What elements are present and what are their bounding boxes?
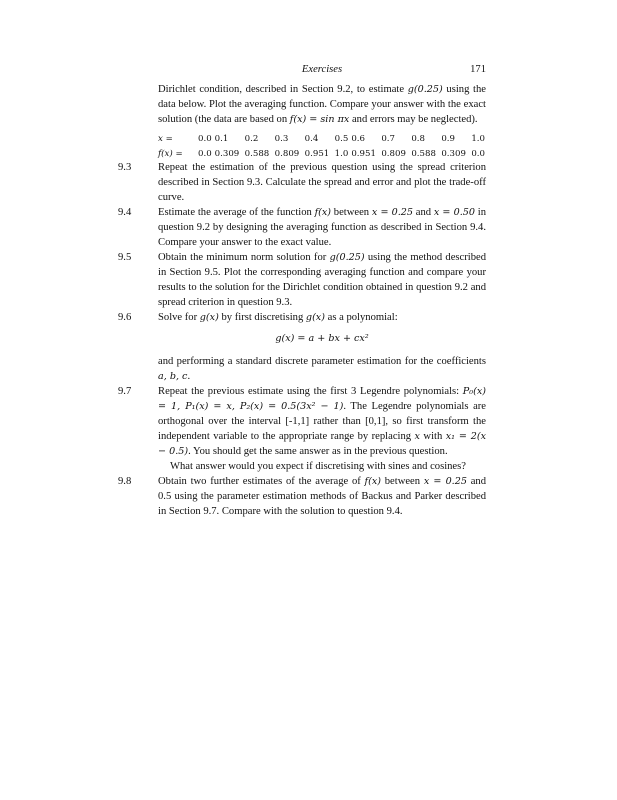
- fx-value: 0.809: [274, 149, 300, 159]
- problem-number: 9.4: [118, 207, 132, 218]
- x-value: 0.4: [304, 134, 319, 144]
- fx-value: 0.309: [214, 149, 240, 159]
- row-label-x: x =: [158, 134, 173, 144]
- problem-text-3: as a polynomial:: [324, 312, 398, 323]
- math-x-025: x = 0.25: [423, 476, 467, 487]
- problem-number: 9.6: [118, 312, 132, 323]
- problem-text-1: Repeat the estimation of the previous question using the spread criterion described in Section 9.3. Calculate the spread and error and plot the trade-off curve.: [158, 162, 486, 203]
- x-value: 0.8: [411, 134, 425, 144]
- math-fx: f(x): [314, 207, 332, 218]
- data-row-x: [158, 132, 488, 147]
- problem-text: [158, 205, 486, 250]
- problem-text-3: and: [413, 207, 434, 218]
- math-gx: g(x): [305, 312, 325, 323]
- row-label-fx: f(x) =: [158, 149, 183, 159]
- problem-text-1: Obtain two further estimates of the average of: [158, 476, 365, 487]
- problem-9-6: [118, 310, 486, 384]
- problem-text-1: Obtain the minimum norm solution for: [158, 252, 330, 263]
- intro-text-3: and errors may be neglected).: [349, 114, 478, 125]
- problem-text-2: by first discretising: [218, 312, 306, 323]
- question-9-2-continuation: [158, 82, 486, 127]
- problem-text-4: . You should get the same answer as in the previous question.: [188, 446, 448, 457]
- problem-number: 9.8: [118, 476, 132, 487]
- problem-text-2: . The Legendre polynomials are orthogonal over the interval [-1,1] rather than [0,1], so first transform the independent variable to the appropriate range by replacing: [158, 401, 487, 442]
- intro-text-1: Dirichlet condition, described in Section 9.2, to estimate: [158, 84, 408, 95]
- x-value: 1.0: [471, 134, 485, 144]
- fx-value: 1.0: [334, 149, 349, 159]
- fx-value: 0.0: [198, 149, 212, 159]
- math-x1-transform: x₁ = 2(x − 0.5): [158, 431, 486, 457]
- math-x-025: x = 0.25: [371, 207, 414, 218]
- fx-value: 0.588: [244, 149, 270, 159]
- problem-text-2: between: [331, 207, 372, 218]
- math-legendre-polynomials: P₀(x) = 1, P₁(x) = x, P₂(x) = 0.5(3x² − 1): [158, 386, 486, 412]
- problem-paragraph: [158, 384, 486, 459]
- x-value: 0.3: [274, 134, 289, 144]
- problem-text-3: with: [419, 431, 446, 442]
- math-x-050: x = 0.50: [433, 207, 475, 218]
- problem-number: 9.7: [118, 386, 132, 397]
- fx-value: 0.809: [381, 149, 406, 159]
- problem-list: [118, 160, 486, 519]
- fx-value: 0.0: [471, 149, 485, 159]
- math-f-sin: f(x) = sin πx: [289, 114, 350, 125]
- problem-text-1: Solve for: [158, 312, 200, 323]
- problem-text-1: Estimate the average of the function: [158, 207, 315, 218]
- problem-9-3: [118, 160, 486, 205]
- x-value: 0.0: [198, 134, 212, 144]
- problem-9-8: [118, 474, 486, 519]
- problem-text-4: in question 9.2 by designing the averaging function as described in Section 9.4. Compare your answer to the exact value.: [158, 207, 486, 248]
- data-table: [158, 132, 488, 162]
- x-value: 0.2: [244, 134, 259, 144]
- problem-paragraph: [158, 354, 486, 384]
- math-coefficients: a, b, c: [158, 371, 188, 382]
- x-value: 0.7: [381, 134, 395, 144]
- problem-text: [158, 160, 486, 205]
- problem-9-5: [118, 250, 486, 310]
- page-number: 171: [470, 64, 486, 75]
- fx-value: 0.588: [411, 149, 436, 159]
- problem-9-4: [118, 205, 486, 250]
- problem-text-2: between: [381, 476, 424, 487]
- problem-text-3: and 0.5 using the parameter estimation methods of Backus and Parker described in Section 9.7. Compare with the solution to question 9.4.: [158, 476, 486, 517]
- fx-value: 0.951: [351, 149, 376, 159]
- problem-paragraph: What answer would you expect if discretising with sines and cosines?: [170, 461, 466, 472]
- problem-text: [158, 250, 486, 310]
- math-x: x: [414, 431, 420, 442]
- math-g-025: g(0.25): [407, 84, 443, 95]
- display-equation: g(x) = a + bx + cx²: [275, 333, 369, 344]
- x-value: 0.1: [214, 134, 229, 144]
- problem-text: [158, 384, 486, 474]
- fx-value: 0.309: [441, 149, 466, 159]
- intro-text-2: using the data below. Plot the averaging function. Compare your answer with the exact solution (the data are based on: [158, 84, 486, 125]
- problem-number: 9.3: [118, 162, 132, 173]
- x-value: 0.9: [441, 134, 455, 144]
- problem-paragraph: [158, 310, 486, 325]
- problem-text-1: Repeat the previous estimate using the first 3 Legendre polynomials:: [158, 386, 463, 397]
- x-value: 0.6: [351, 134, 365, 144]
- problem-text-4: and performing a standard discrete parameter estimation for the coefficients: [158, 356, 486, 367]
- math-g-025: g(0.25): [329, 252, 365, 263]
- x-value: 0.5: [334, 134, 349, 144]
- problem-number: 9.5: [118, 252, 132, 263]
- fx-value: 0.951: [304, 149, 330, 159]
- problem-text-5: .: [187, 371, 191, 382]
- math-fx: f(x): [364, 476, 381, 487]
- problem-text: [158, 474, 486, 519]
- math-gx: g(x): [199, 312, 219, 323]
- running-header: [158, 62, 486, 77]
- problem-text-2: using the method described in Section 9.5. Plot the corresponding averaging function and compare your results to the solution for the Dirichlet condition obtained in question 9.2 and spread criterion in question 9.3.: [158, 252, 486, 308]
- problem-text: [158, 310, 486, 384]
- problem-9-7: [118, 384, 486, 474]
- running-title: Exercises: [301, 64, 343, 75]
